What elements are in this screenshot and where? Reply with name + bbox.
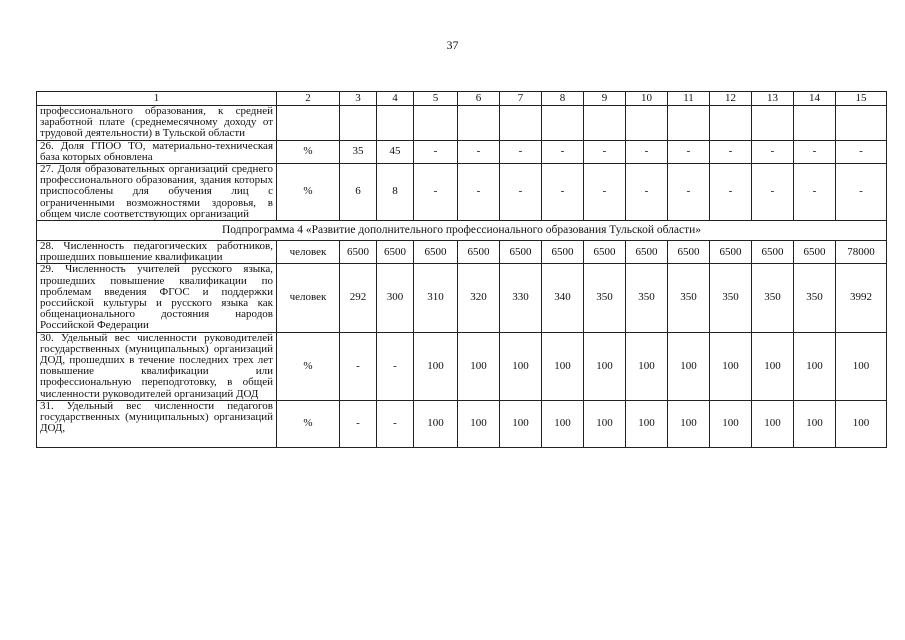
value-cell: 350	[752, 264, 794, 332]
value-cell: 100	[794, 400, 836, 447]
column-header: 8	[542, 92, 584, 106]
column-header: 11	[668, 92, 710, 106]
value-cell: 100	[542, 400, 584, 447]
value-cell: -	[836, 140, 887, 163]
value-cell	[752, 106, 794, 141]
value-cell: 6500	[377, 241, 414, 264]
column-header: 10	[626, 92, 668, 106]
value-cell	[836, 106, 887, 141]
header-row	[37, 92, 887, 106]
value-cell: 100	[710, 400, 752, 447]
value-cell: 8	[377, 164, 414, 221]
value-cell: 100	[836, 332, 887, 400]
value-cell: -	[414, 140, 458, 163]
indicator-name: 29. Численность учителей русского языка, прошедших повышение квалификации по проблемам введения ФГОС и поддержки российской культуры и русского языка как общенационального достояния народов Российской Федерации	[37, 264, 277, 332]
column-header: 9	[584, 92, 626, 106]
value-cell: -	[752, 164, 794, 221]
value-cell: 350	[668, 264, 710, 332]
column-header: 12	[710, 92, 752, 106]
value-cell: 300	[377, 264, 414, 332]
value-cell: -	[340, 332, 377, 400]
value-cell: 100	[458, 332, 500, 400]
indicator-name: 27. Доля образовательных организаций среднего профессионального образования, здания которых приспособлены для обучения лиц с ограниченными возможностями здоровья, в общем числе соответствующих организаций	[37, 164, 277, 221]
value-cell: -	[668, 164, 710, 221]
unit-cell: %	[277, 164, 340, 221]
column-header: 13	[752, 92, 794, 106]
value-cell: 6500	[710, 241, 752, 264]
value-cell	[542, 106, 584, 141]
table-row	[37, 264, 887, 332]
value-cell: 100	[794, 332, 836, 400]
value-cell	[668, 106, 710, 141]
value-cell: 100	[584, 400, 626, 447]
value-cell	[626, 106, 668, 141]
value-cell: 100	[668, 332, 710, 400]
indicator-table	[36, 91, 887, 448]
value-cell: 100	[626, 332, 668, 400]
value-cell: 6500	[340, 241, 377, 264]
value-cell: -	[500, 164, 542, 221]
column-header: 4	[377, 92, 414, 106]
value-cell: 78000	[836, 241, 887, 264]
subprogram-row	[37, 221, 887, 241]
table-row	[37, 164, 887, 221]
value-cell: 6500	[584, 241, 626, 264]
column-header: 5	[414, 92, 458, 106]
value-cell: 100	[542, 332, 584, 400]
unit-cell: %	[277, 400, 340, 447]
value-cell	[584, 106, 626, 141]
table-row	[37, 140, 887, 163]
value-cell: 6500	[500, 241, 542, 264]
table-row	[37, 332, 887, 400]
value-cell: 100	[500, 400, 542, 447]
value-cell: 6500	[626, 241, 668, 264]
value-cell: -	[584, 164, 626, 221]
value-cell: 6	[340, 164, 377, 221]
value-cell: -	[668, 140, 710, 163]
table-row	[37, 241, 887, 264]
indicator-name: 28. Численность педагогических работников, прошедших повышение квалификации	[37, 241, 277, 264]
value-cell: -	[542, 140, 584, 163]
value-cell: 35	[340, 140, 377, 163]
value-cell: 350	[584, 264, 626, 332]
value-cell	[414, 106, 458, 141]
column-header: 7	[500, 92, 542, 106]
value-cell	[458, 106, 500, 141]
value-cell: -	[794, 140, 836, 163]
value-cell: -	[626, 140, 668, 163]
column-header: 2	[277, 92, 340, 106]
value-cell: -	[458, 140, 500, 163]
value-cell: 100	[458, 400, 500, 447]
value-cell: 292	[340, 264, 377, 332]
value-cell: -	[752, 140, 794, 163]
value-cell: 100	[836, 400, 887, 447]
value-cell: -	[794, 164, 836, 221]
value-cell: 320	[458, 264, 500, 332]
indicator-name: 31. Удельный вес численности педагогов государственных (муниципальных) организаций ДОД,	[37, 400, 277, 447]
value-cell: -	[414, 164, 458, 221]
value-cell: 100	[626, 400, 668, 447]
unit-cell: человек	[277, 264, 340, 332]
subprogram-title: Подпрограмма 4 «Развитие дополнительного профессионального образования Тульской области»	[37, 221, 887, 241]
value-cell: -	[542, 164, 584, 221]
value-cell: -	[458, 164, 500, 221]
unit-cell: %	[277, 332, 340, 400]
value-cell: 6500	[458, 241, 500, 264]
value-cell: 100	[584, 332, 626, 400]
value-cell	[794, 106, 836, 141]
value-cell: 6500	[794, 241, 836, 264]
unit-cell: человек	[277, 241, 340, 264]
column-header: 1	[37, 92, 277, 106]
value-cell	[377, 106, 414, 141]
value-cell: 6500	[668, 241, 710, 264]
value-cell: 6500	[752, 241, 794, 264]
value-cell: 310	[414, 264, 458, 332]
indicator-name: 30. Удельный вес численности руководителей государственных (муниципальных) организаций ДОД, прошедших в течение последних трех лет повышение квалификации или профессиональную переподготовку, в общей численности руководителей организаций ДОД	[37, 332, 277, 400]
value-cell	[340, 106, 377, 141]
value-cell: 330	[500, 264, 542, 332]
value-cell: -	[500, 140, 542, 163]
value-cell	[710, 106, 752, 141]
value-cell: -	[340, 400, 377, 447]
page-number: 37	[446, 38, 459, 52]
value-cell: -	[377, 400, 414, 447]
value-cell: 100	[414, 332, 458, 400]
value-cell: -	[626, 164, 668, 221]
value-cell: 100	[752, 400, 794, 447]
unit-cell: %	[277, 140, 340, 163]
value-cell: 350	[794, 264, 836, 332]
indicator-name: профессионального образования, к средней заработной плате (среднемесячному доходу от трудовой деятельности) в Тульской области	[37, 106, 277, 141]
indicator-name: 26. Доля ГПОО ТО, материально-техническая база которых обновлена	[37, 140, 277, 163]
value-cell: 100	[752, 332, 794, 400]
value-cell: -	[836, 164, 887, 221]
value-cell: 350	[710, 264, 752, 332]
value-cell: 6500	[414, 241, 458, 264]
value-cell	[500, 106, 542, 141]
column-header: 3	[340, 92, 377, 106]
value-cell: -	[710, 164, 752, 221]
value-cell: 350	[626, 264, 668, 332]
table-row	[37, 400, 887, 447]
value-cell: 45	[377, 140, 414, 163]
value-cell: 100	[668, 400, 710, 447]
value-cell: 100	[414, 400, 458, 447]
value-cell: -	[584, 140, 626, 163]
column-header: 15	[836, 92, 887, 106]
column-header: 6	[458, 92, 500, 106]
value-cell: 3992	[836, 264, 887, 332]
value-cell: 340	[542, 264, 584, 332]
column-header: 14	[794, 92, 836, 106]
value-cell: 100	[710, 332, 752, 400]
value-cell: 6500	[542, 241, 584, 264]
unit-cell	[277, 106, 340, 141]
value-cell: 100	[500, 332, 542, 400]
value-cell: -	[710, 140, 752, 163]
table-row	[37, 106, 887, 141]
value-cell: -	[377, 332, 414, 400]
